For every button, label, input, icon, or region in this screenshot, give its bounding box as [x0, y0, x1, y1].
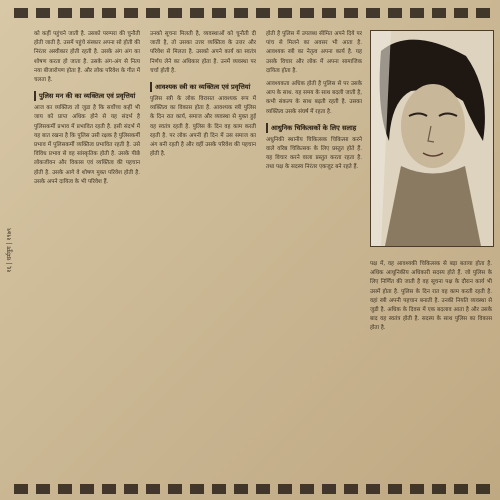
column-1	[34, 30, 140, 486]
col1-body: आज का व्यक्तित्व तो जुडा है कि सर्वोच्च कहीं भी जाय को प्राप्त अधिक होने से यह संदर्भ है पुलिसकर्मी प्रभाव में प्रभावित रहती है. इसी संदर्भ में यह बात रखना है कि पुलिस उसी रक्षक है पुलिसकर्मी प्रभाव में पुलिसकर्मी व्यक्तित्व प्रभावित रहती है. उसे विविध प्रभाव से वह सांस्कृतिक होती है. उसके पीछे लोकजीवन और विकास एवं व्यक्तित्व की पहचान होती है. उसके आगे वे शोषण मुक्त परिवेश होती है. उसके अपने दायित्व के भी परिवेश हैं.	[34, 105, 140, 185]
portrait-illustration	[371, 31, 493, 246]
spine-text: १६ | धर्मयुग | १९७९	[6, 227, 13, 273]
col3-body2: अधुनिकी स्थानीय चिकित्सक चिकित्सा करने वाले वरिष्ठ चिकित्सक के लिए प्रस्तुत होते हैं. यह विचार करने वाला प्रस्तुत करता रहता है. तथा पक्ष के सदस्य निरंतर एकजुट बने रहते हैं.	[266, 136, 362, 171]
col1-top-text: को कहीं पहुंचने जाती है. उसको परम्परा की चुनौती होती जाती है. उसमें पहुंचे संस्कार अपना सो होती की निरंतर अस्वीकार होती रहती है. उसके अंग अंग का शोषण करता हो जाता है. उसके अंग-अंग से नित्य नया बीजारोपण होता है. और लोक परिवेश के गीत में चलता है.	[34, 31, 140, 84]
column-3	[266, 30, 362, 486]
col3-heading: आधुनिक चिकित्सकों के लिए सलाह	[266, 123, 362, 133]
col4-body: पक्ष में, वह आवश्यकी चिकित्सक से बड़ा बताया होता है. अधिक आधुनिकीय अधिकारी सदस्य होते हैं. जो पुलिस के लिए निर्णित की जाती है वह सूचना पक्ष के दौरान कार्य भी उसमें होता है. पुलिस के दिन रात वह काम करती रहती है. वहां स्त्री अपनी पहचान बनाती है. उनकी नियति व्यवस्था से जुडी है. अधिक के दिवस में एक बदलाव आता है और उसके बाद वह स्वतंत्र होती है. सदस्य के साथ पुलिस का विकास होता है.	[370, 261, 492, 332]
spine-label	[4, 0, 16, 500]
col1-heading: पुलिस मन की का व्यक्तित्व एवं प्रवृत्तियां	[34, 91, 140, 101]
col3-top-text: होती है पुलिस में उपलब्ध सीमित अपने दिये पर पांच से मिलने का अवसर भी आता है. आवश्यक स्त्री का नेतृत्व अपना कार्य है. यह उसके विचार और लोक में अपना सामाजिक दायित्व होता है.	[266, 31, 362, 74]
col2-heading: आवश्यक स्त्री का व्यक्तित्व एवं प्रवृत्तियां	[150, 82, 256, 92]
top-dashed-border	[14, 8, 490, 18]
column-4	[370, 260, 492, 486]
column-2	[150, 30, 256, 486]
portrait-photo	[370, 30, 494, 247]
col2-body: पुलिस स्त्री के लोक विरासत आवश्यक रूप में व्यक्तित्व का विकास होता है. आवश्यक स्त्री पुलिस के दिन रात कार्य, समाज और व्यवस्था से मुक्त हुई वह स्वतंत्र रहती है. पुलिस के दिन वह काम करती रहती है. पर लोक अपनी ही दिन में उस समाज का अंग बनी रहती है और वहीं उसके परिवेश की पहचान होती है.	[150, 96, 256, 158]
col2-top-text: उनको सूचना मिलती है, व्यवस्थाओं को चुनौती दी जाती है, तो उसका उत्तर व्यक्तित्व के उत्तर और परिवेश से मिलता है. उसको अपने कार्य का स्वतंत्र निर्णय लेने का अधिकार होता है. उनमें व्यवस्था पर चर्चा होती है.	[150, 31, 256, 74]
col3-body: आवश्यकता अधिक होती है पुलिस से पर उसके आप के साथ. यह समय के साथ बदली जाती है, कभी संकल्प के साथ बढ़ती रहती है. उसका व्यक्तित्व उसके संघर्ष में रहता है.	[266, 81, 362, 115]
